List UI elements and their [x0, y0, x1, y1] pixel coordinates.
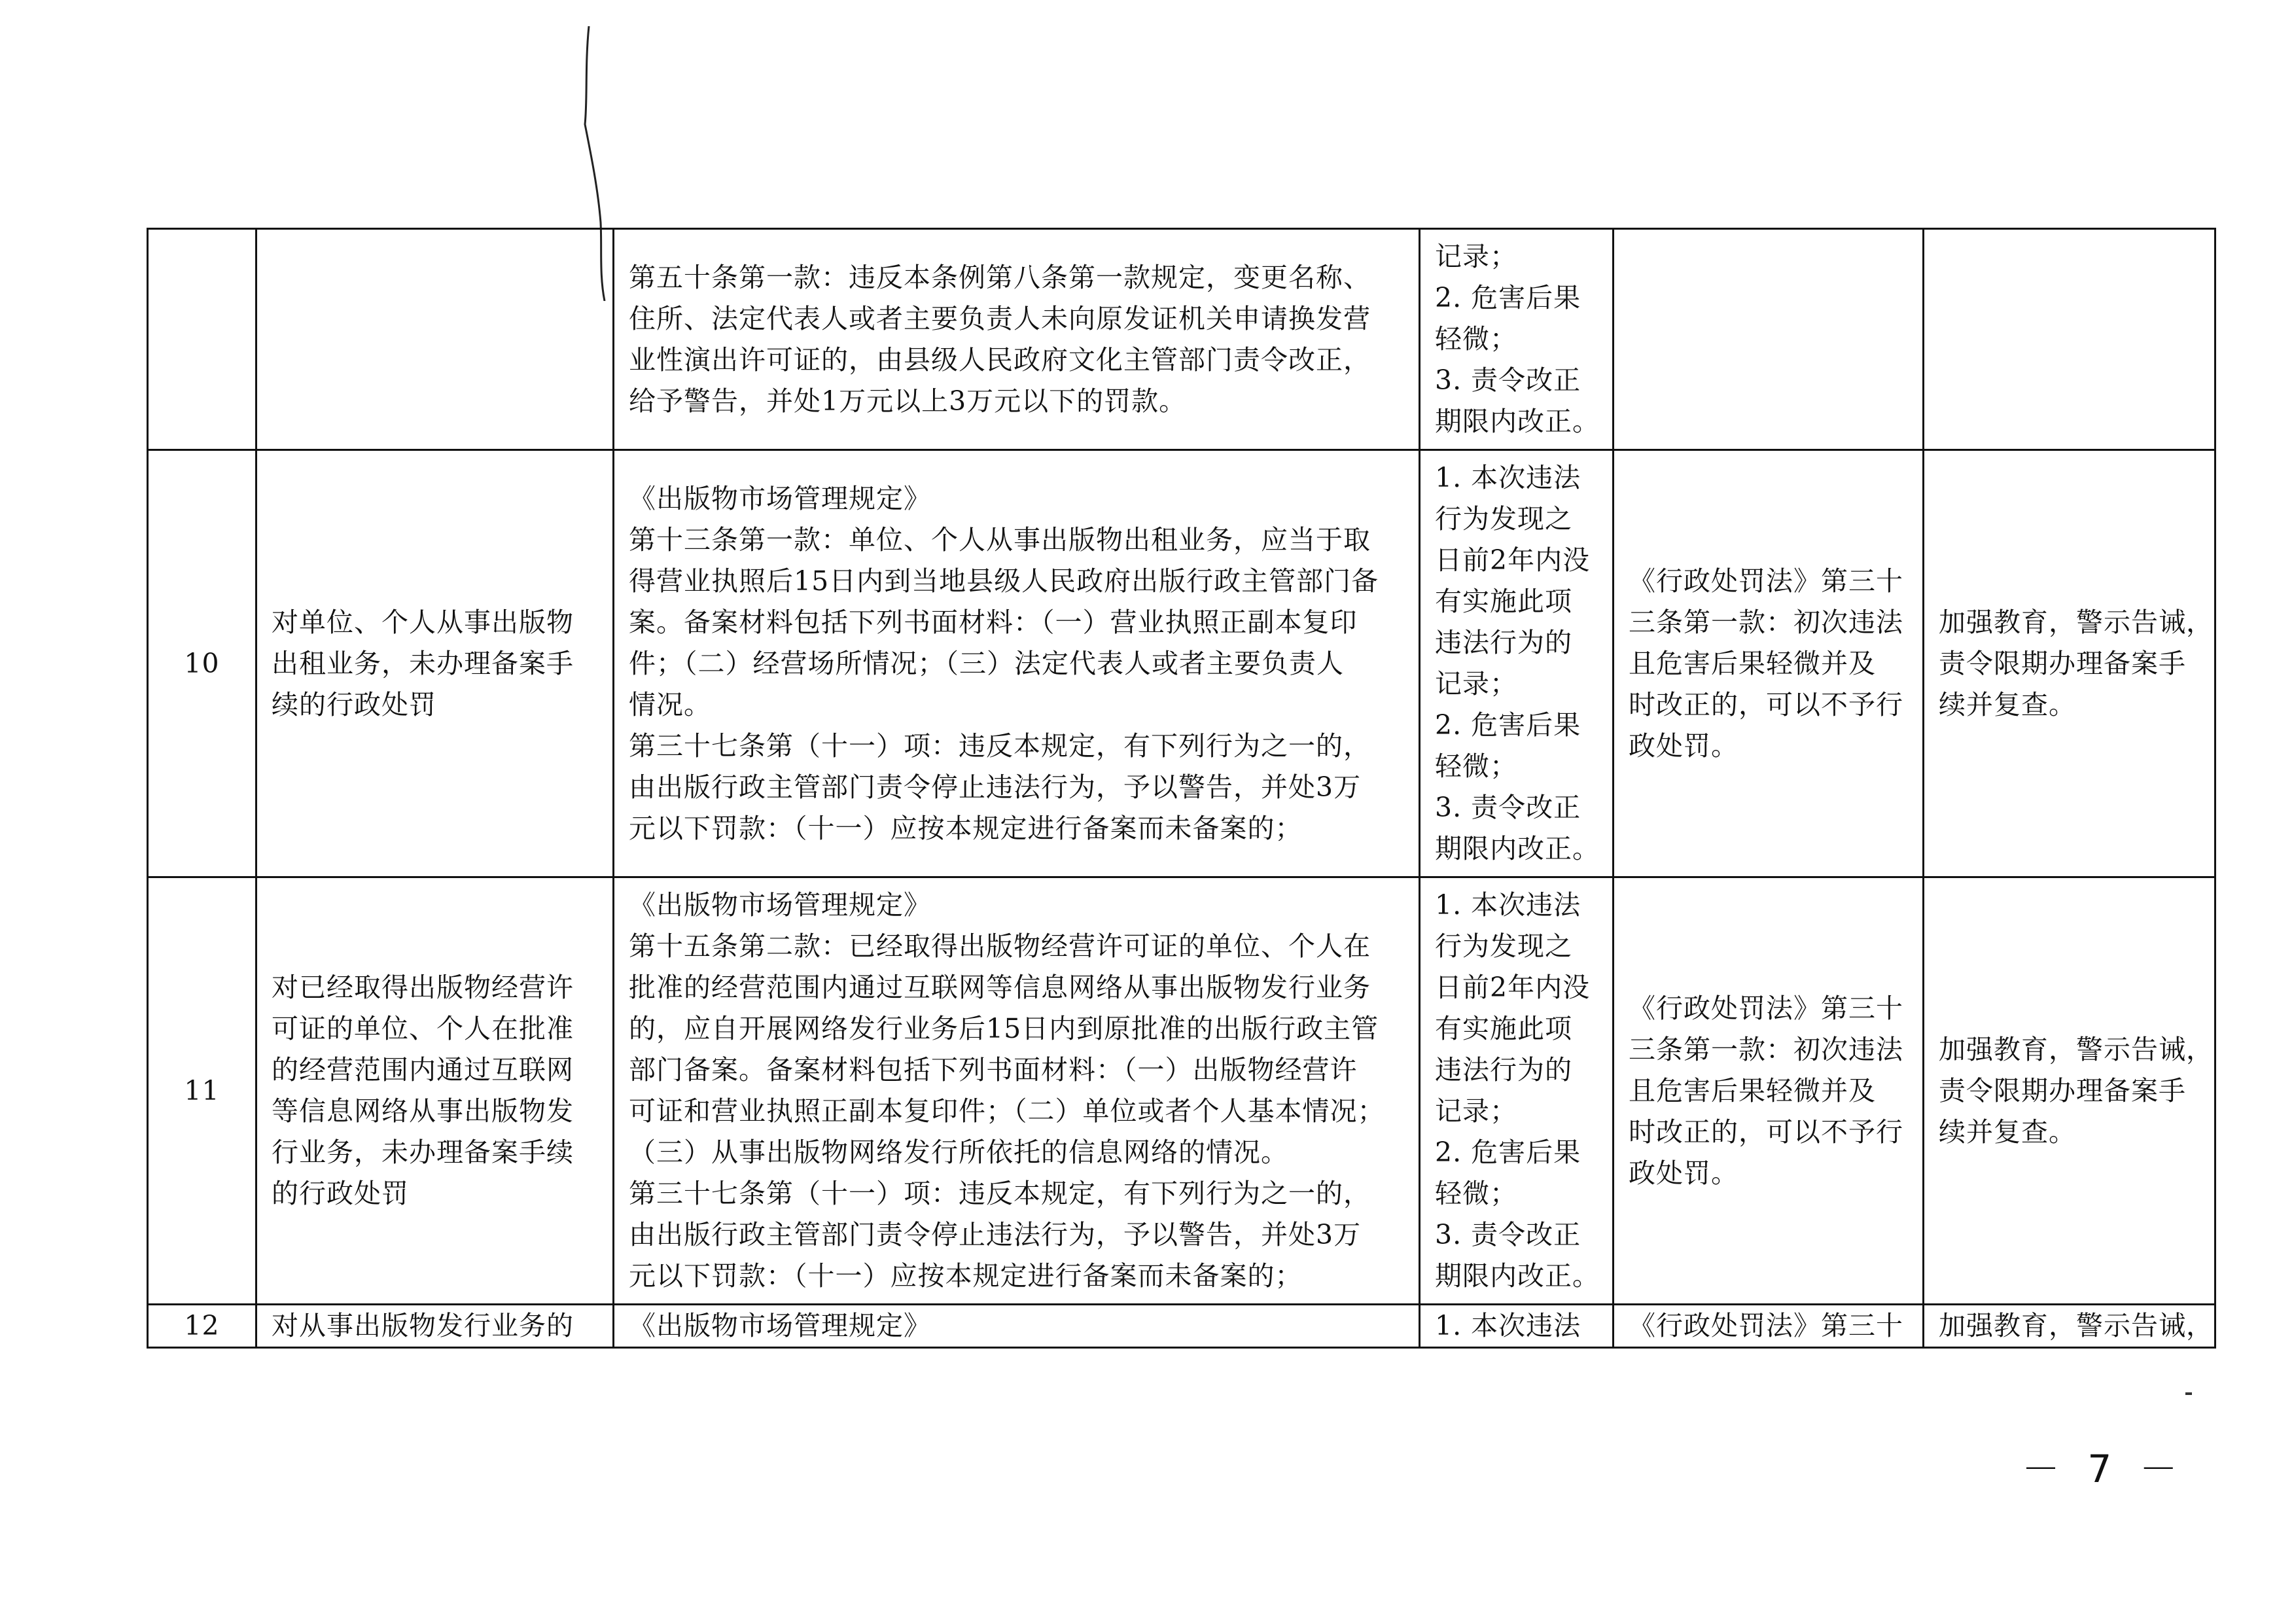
text-line: 加强教育，警示告诫，	[1939, 1310, 2214, 1341]
text-line: 责令限期办理备案手	[1939, 1074, 2186, 1106]
text-line: 《出版物市场管理规定》	[629, 482, 931, 514]
text-line: 的经营范围内通过互联网	[272, 1054, 574, 1086]
text-line: 3. 责令改正	[1435, 792, 1581, 823]
table-row	[148, 877, 2215, 1305]
text-line: 期限内改正。	[1435, 1260, 1600, 1292]
text-line: 责令限期办理备案手	[1939, 647, 2186, 679]
text-line: 有实施此项	[1435, 586, 1572, 617]
text-line: 《行政处罚法》第三十	[1629, 1310, 1903, 1341]
text-line: 部门备案。备案材料包括下列书面材料：（一）出版物经营许	[629, 1054, 1358, 1086]
text-line: 可证和营业执照正副本复印件；（二）单位或者个人基本情况；	[629, 1095, 1385, 1127]
text-line: 情况。	[629, 688, 711, 720]
text-line: 政处罚。	[1629, 1157, 1738, 1189]
condition-cell	[1420, 450, 1614, 877]
text-line: 由出版行政主管部门责令停止违法行为，予以警告，并处3万	[629, 771, 1362, 803]
law-basis-cell	[1614, 1305, 1924, 1348]
text-line: 《出版物市场管理规定》	[629, 1310, 931, 1341]
text-line: 1. 本次违法	[1435, 462, 1581, 493]
condition-cell	[1420, 229, 1614, 450]
text-line: 等信息网络从事出版物发	[272, 1095, 574, 1127]
text-line: 加强教育，警示告诫，	[1939, 606, 2214, 638]
text-line: 第十三条第一款：单位、个人从事出版物出租业务，应当于取	[629, 523, 1371, 556]
text-line: 行业务，未办理备案手续	[272, 1137, 574, 1168]
text-line: 期限内改正。	[1435, 833, 1600, 864]
text-line: 第三十七条第（十一）项：违反本规定，有下列行为之一的，	[629, 1178, 1371, 1209]
text-line: 的，应自开展网络发行业务后15日内到原批准的出版行政主管	[629, 1013, 1379, 1044]
text-line: 有实施此项	[1435, 1013, 1572, 1044]
row-number: 10	[148, 450, 256, 877]
text-line: 2. 危害后果	[1435, 282, 1581, 313]
text-line: 元以下罚款：（十一）应按本规定进行备案而未备案的；	[629, 812, 1303, 844]
text-line: 2. 危害后果	[1435, 709, 1581, 741]
item-cell	[256, 877, 614, 1305]
text-line: 件；（二）经营场所情况；（三）法定代表人或者主要负责人	[629, 647, 1344, 679]
legal-basis-cell	[614, 229, 1420, 450]
text-line: 轻微；	[1435, 750, 1517, 782]
text-line: 案。备案材料包括下列书面材料：（一）营业执照正副本复印	[629, 606, 1358, 638]
text-line: 加强教育，警示告诫，	[1939, 1033, 2214, 1065]
text-line: 日前2年内没	[1435, 972, 1591, 1003]
text-line: 轻微；	[1435, 323, 1517, 355]
text-line: 续并复查。	[1939, 688, 2076, 720]
page-number: － 7 －	[2022, 1447, 2185, 1491]
legal-basis-cell	[614, 450, 1420, 877]
text-line: 批准的经营范围内通过互联网等信息网络从事出版物发行业务	[629, 972, 1371, 1003]
legal-basis-cell	[614, 877, 1420, 1305]
law-basis-cell	[1614, 450, 1924, 877]
measure-cell	[1924, 450, 2215, 877]
text-line: 1. 本次违法	[1435, 889, 1581, 921]
text-line: 由出版行政主管部门责令停止违法行为，予以警告，并处3万	[629, 1219, 1362, 1250]
text-line: 记录；	[1435, 1095, 1517, 1127]
text-line: 日前2年内没	[1435, 544, 1591, 576]
text-line: 且危害后果轻微并及	[1629, 1074, 1876, 1106]
text-line: 对从事出版物发行业务的	[272, 1310, 574, 1341]
text-line: 行为发现之	[1435, 930, 1572, 962]
row-number	[148, 229, 256, 450]
text-line: 3. 责令改正	[1435, 1219, 1581, 1250]
text-line: 第五十条第一款：违反本条例第八条第一款规定，变更名称、	[629, 261, 1371, 293]
scan-dot	[2185, 1392, 2192, 1395]
text-line: 得营业执照后15日内到当地县级人民政府出版行政主管部门备	[629, 565, 1379, 597]
text-line: 出租业务，未办理备案手	[272, 647, 574, 679]
row-number: 11	[148, 877, 256, 1305]
text-line: 第十五条第二款：已经取得出版物经营许可证的单位、个人在	[629, 930, 1371, 962]
text-line: （三）从事出版物网络发行所依托的信息网络的情况。	[629, 1137, 1288, 1168]
item-cell	[256, 229, 614, 450]
item-cell	[256, 450, 614, 877]
text-line: 1. 本次违法	[1435, 1310, 1581, 1341]
measure-cell	[1924, 229, 2215, 450]
text-line: 记录；	[1435, 241, 1517, 272]
text-line: 违法行为的	[1435, 1054, 1572, 1086]
text-line: 住所、法定代表人或者主要负责人未向原发证机关申请换发营	[629, 302, 1371, 334]
text-line: 时改正的，可以不予行	[1629, 688, 1903, 720]
law-basis-cell	[1614, 877, 1924, 1305]
text-line: 续并复查。	[1939, 1116, 2076, 1148]
text-line: 业性演出许可证的，由县级人民政府文化主管部门责令改正，	[629, 344, 1371, 376]
text-line: 续的行政处罚	[272, 688, 436, 720]
text-line: 3. 责令改正	[1435, 364, 1581, 396]
text-line: 轻微；	[1435, 1178, 1517, 1209]
text-line: 记录；	[1435, 668, 1517, 699]
text-line: 可证的单位、个人在批准	[272, 1013, 574, 1044]
measure-cell	[1924, 877, 2215, 1305]
penalty-table	[147, 228, 2216, 1349]
text-line: 《行政处罚法》第三十	[1629, 565, 1903, 597]
text-line: 给予警告，并处1万元以上3万元以下的罚款。	[629, 385, 1187, 417]
table-row	[148, 229, 2215, 450]
condition-cell	[1420, 877, 1614, 1305]
text-line: 期限内改正。	[1435, 406, 1600, 437]
text-line: 对单位、个人从事出版物	[272, 606, 574, 638]
table-row	[148, 1305, 2215, 1348]
condition-cell	[1420, 1305, 1614, 1348]
text-line: 且危害后果轻微并及	[1629, 647, 1876, 679]
text-line: 违法行为的	[1435, 627, 1572, 658]
text-line: 三条第一款：初次违法	[1629, 1033, 1903, 1065]
text-line: 时改正的，可以不予行	[1629, 1116, 1903, 1148]
law-basis-cell	[1614, 229, 1924, 450]
text-line: 三条第一款：初次违法	[1629, 606, 1903, 638]
table-row	[148, 450, 2215, 877]
measure-cell	[1924, 1305, 2215, 1348]
item-cell	[256, 1305, 614, 1348]
text-line: 元以下罚款：（十一）应按本规定进行备案而未备案的；	[629, 1260, 1303, 1292]
legal-basis-cell	[614, 1305, 1420, 1348]
text-line: 政处罚。	[1629, 730, 1738, 762]
text-line: 对已经取得出版物经营许	[272, 972, 574, 1003]
text-line: 的行政处罚	[272, 1178, 409, 1209]
text-line: 2. 危害后果	[1435, 1137, 1581, 1168]
text-line: 第三十七条第（十一）项：违反本规定，有下列行为之一的，	[629, 730, 1371, 762]
text-line: 《行政处罚法》第三十	[1629, 992, 1903, 1024]
row-number: 12	[148, 1305, 256, 1348]
text-line: 《出版物市场管理规定》	[629, 889, 931, 921]
text-line: 行为发现之	[1435, 503, 1572, 535]
